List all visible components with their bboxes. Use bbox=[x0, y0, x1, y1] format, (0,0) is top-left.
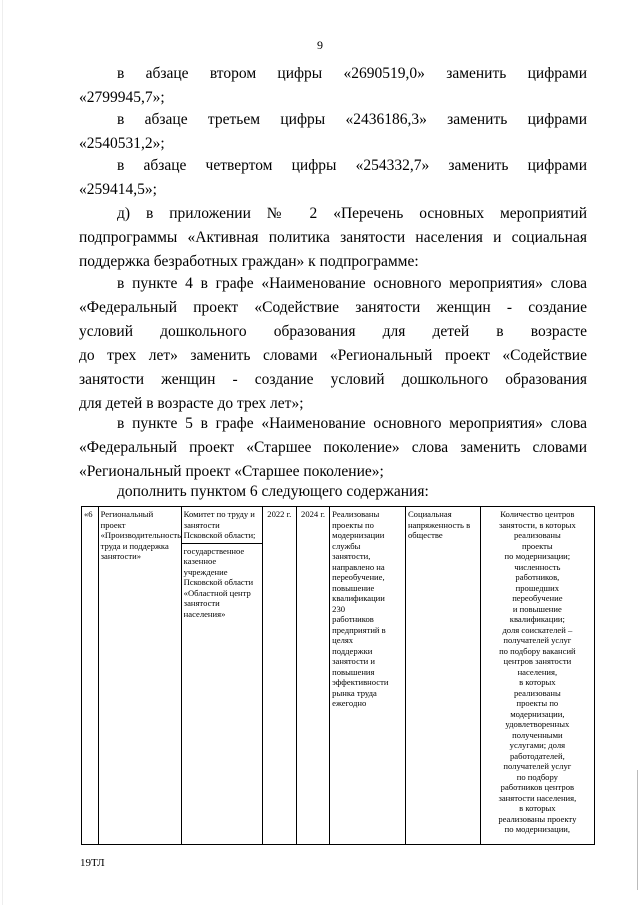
text-line: д) в приложении № 2 «Перечень основных мероприятий bbox=[117, 205, 587, 222]
table-cell-start bbox=[262, 507, 296, 845]
text-line: «Региональный проект «Старшее поколение»; bbox=[79, 463, 384, 480]
text-line: в пункте 5 в графе «Наименование основного мероприятия» слова bbox=[117, 415, 587, 432]
text-line: «Федеральный проект «Содействие занятости женщин - создание bbox=[79, 299, 587, 316]
text-line: «259414,5»; bbox=[79, 181, 157, 198]
text-line: в абзаце четвертом цифры «254332,7» заменить цифрами bbox=[117, 157, 587, 174]
paragraph-2 bbox=[79, 108, 587, 156]
table-cell-indicators bbox=[480, 507, 594, 845]
scan-edge-mark bbox=[637, 770, 638, 890]
text-line: в абзаце втором цифры «2690519,0» заменить цифрами bbox=[117, 65, 587, 82]
scan-edge-left bbox=[2, 0, 3, 905]
table-cell-number bbox=[82, 507, 99, 845]
paragraph-3 bbox=[79, 154, 587, 202]
paragraph-1 bbox=[79, 62, 587, 110]
text-line: в пункте 4 в графе «Наименование основного мероприятия» слова bbox=[117, 275, 587, 292]
cell-text: 2022 г. bbox=[267, 509, 292, 519]
paragraph-5 bbox=[79, 272, 587, 416]
table-cell-consequences bbox=[405, 507, 480, 845]
table-cell-executor bbox=[181, 507, 262, 845]
paragraph-7 bbox=[79, 480, 587, 504]
text-line: условий дошкольного образования для детей в возрасте bbox=[79, 323, 587, 340]
executor-secondary: государственное казенное учреждение Псковской области «Областной центр занятости населения» bbox=[183, 545, 254, 619]
measures-table bbox=[81, 506, 595, 845]
text-line: для детей в возрасте до трех лет»; bbox=[79, 395, 304, 412]
text-line: в абзаце третьем цифры «2436186,3» заменить цифрами bbox=[117, 111, 587, 128]
text-line: «2540531,2»; bbox=[79, 135, 165, 152]
executor-primary: Комитет по труду и занятости Псковской области; bbox=[182, 507, 262, 544]
page-number: 9 bbox=[317, 38, 323, 52]
text-line: до трех лет» заменить словами «Региональный проект «Содействие bbox=[79, 347, 587, 364]
text-line: «Федеральный проект «Старшее поколение» слова заменить словами bbox=[79, 439, 587, 456]
text-line: занятости женщин - создание условий дошкольного образования bbox=[79, 371, 587, 388]
cell-text: «6 bbox=[84, 509, 93, 519]
table-cell-result bbox=[330, 507, 406, 845]
cell-text: Количество центров занятости, в которых реализованы проекты по модернизации; численность работников, прошедших переобучение и повышение квалификации; доля соискателей – получателей услуг по подбору вакансий центров занятости населения, в которых реализованы проекты по модернизации, удовлетворенных полученными услугами; доля работодателей, получателей услуг по подбору работников центров занятости населения, в которых реализованы проекту по модернизации, bbox=[498, 509, 577, 834]
table-cell-end bbox=[296, 507, 329, 845]
table-cell-name bbox=[98, 507, 181, 845]
text-line: поддержка безработных граждан» к подпрограмме: bbox=[79, 253, 419, 270]
cell-text: Региональный проект «Производительность труда и поддержка занятости» bbox=[100, 509, 182, 561]
text-line: подпрограммы «Активная политика занятости населения и социальная bbox=[79, 229, 587, 246]
text-line: дополнить пунктом 6 следующего содержания: bbox=[117, 483, 429, 500]
paragraph-6 bbox=[79, 412, 587, 484]
cell-text: Социальная напряженность в обществе bbox=[407, 509, 471, 540]
paragraph-4 bbox=[79, 202, 587, 274]
cell-text: Реализованы проекты по модернизации службы занятости, направлено на переобучение, повышение квалификации 230 работников предприятий в целях поддержки занятости и повышения эффективности рынка труда ежегодно bbox=[332, 509, 389, 708]
table-row bbox=[82, 507, 595, 845]
cell-text: 2024 г. bbox=[301, 509, 326, 519]
footer-code: 19ТЛ bbox=[80, 857, 105, 869]
text-line: «2799945,7»; bbox=[79, 89, 165, 106]
